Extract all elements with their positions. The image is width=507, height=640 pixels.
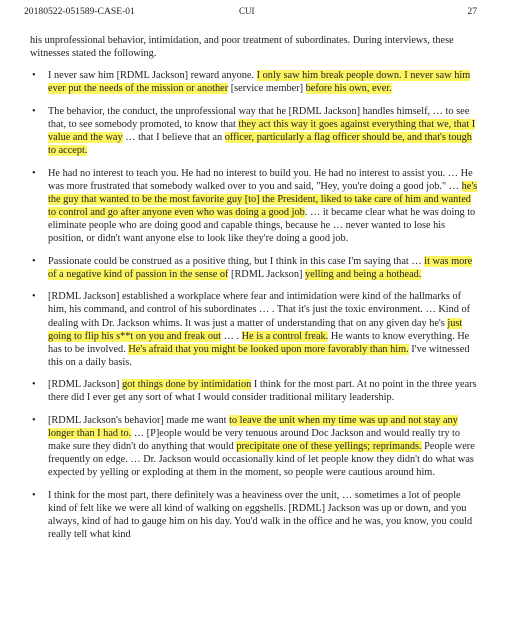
statement-text: … . [221, 330, 242, 342]
statement-text: [RDML Jackson] established a workplace where fear and intimidation were kind of the hallmarks of him, his command, and control of his subordinates … . That it's just the toxic environment. … Kind of dealing with Dr. Jackson whims. It was just a matter of understanding that on any given day he's [48, 291, 471, 329]
statement-text: [service member] [228, 83, 306, 95]
statement-text: I've witnessed this on a daily basis. [48, 343, 470, 368]
highlighted-text: He's afraid that you might be looked upon more favorably than him. [128, 343, 409, 355]
page-header [24, 6, 483, 20]
page-number: 27 [467, 6, 477, 17]
statement-text: Passionate could be construed as a positive thing, but I think in this case I'm saying that … [48, 255, 425, 267]
statement-text: He wants to know everything. He has to be involved. [48, 330, 470, 355]
highlighted-text: it was more of a negative kind of passion in the sense of [48, 255, 473, 280]
witness-statement [30, 167, 480, 246]
statement-text: . … it became clear what he was doing to eliminate people who are doing good and capable things, because he … never wanted to lose his position, or didn't want anyone else to look like they're doing a good job. [48, 206, 476, 245]
statement-text: [RDML Jackson] [228, 268, 305, 280]
witness-statement [30, 414, 480, 479]
bullet-icon: • [32, 490, 36, 502]
witness-statement [30, 69, 480, 95]
intro-paragraph: his unprofessional behavior, intimidation, and poor treatment of subordinates. During interviews, these witnesses stated the following. [30, 35, 454, 59]
witness-statement [30, 105, 480, 157]
highlighted-text: precipitate one of these yellings; reprimands. [236, 441, 422, 453]
highlighted-text: they act this way it goes against everything that we, that I value and the way [48, 118, 476, 143]
witness-statement [30, 489, 480, 541]
witness-statement-list [30, 69, 480, 551]
witness-statement [30, 255, 480, 281]
highlighted-text: officer, particularly a flag officer should be, and that's tough to accept. [48, 131, 472, 156]
statement-text: I think for the most part, there definitely was a heaviness over the unit, … sometimes a lot of people kind of felt like we were all kind of walking on eggshells. [RDML] Jackson was up or down, and you always, kind of had to gauge him on his day. You'd walk in the office and he was, you know, you could really tell what kind [48, 490, 473, 541]
highlighted-text: he's the guy that wanted to be the most favorite guy [to] the President, liked to take care of him and wanted to control and go after anyone even who was doing a good job [48, 180, 478, 218]
highlighted-text: to leave the unit when my time was up and not stay any longer than I had to. [48, 415, 458, 440]
bullet-icon: • [32, 255, 36, 267]
statement-text: People were frequently on edge. … Dr. Jackson would occasionally kind of let people know they didn't do what was expected by yelling or exploding at them in the moment, so people were cautious around him. [48, 441, 475, 479]
statement-text: I think for the most part. At no point in the three years there did I ever get any sort of what I would consider traditional military leadership. [48, 379, 477, 404]
statement-text: [RDML Jackson's behavior] made me want [48, 415, 230, 427]
document-id: 20180522-051589-CASE-01 [24, 6, 135, 17]
bullet-icon: • [32, 415, 36, 427]
classification-marking: CUI [239, 6, 255, 16]
witness-statement [30, 290, 480, 369]
statement-text: I never saw him [RDML Jackson] reward anyone. [48, 70, 257, 81]
bullet-icon: • [32, 291, 36, 303]
witness-statement [30, 378, 480, 404]
bullet-icon: • [32, 70, 36, 81]
highlighted-text: I only saw him break people down. I never saw him ever put the needs of the mission or another [48, 70, 471, 95]
bullet-icon: • [32, 379, 36, 391]
statement-text: … [P]eople would be very tenuous around Doc Jackson and would really try to make sure they didn't do anything that would [48, 428, 461, 453]
highlighted-text: before his own, ever. [305, 83, 392, 95]
bullet-icon: • [32, 167, 36, 179]
highlighted-text: got things done by intimidation [121, 379, 252, 391]
statement-text: The behavior, the conduct, the unprofessional way that he [RDML Jackson] handles himself, … to see that, to see somebody promoted, to know that [48, 105, 470, 130]
highlighted-text: yelling and being a hothead. [305, 268, 422, 280]
highlighted-text: just going to flip his s**t on you and freak out [48, 317, 463, 342]
statement-text: … that I believe that an [122, 131, 225, 143]
statement-text: He had no interest to teach you. He had no interest to build you. He had no interest to assist you. … He was more frustrated that somebody walked over to you and said, "Hey, you're doing a good job." … [48, 167, 473, 192]
highlighted-text: He is a control freak. [241, 330, 329, 342]
statement-text: [RDML Jackson] [48, 379, 122, 391]
bullet-icon: • [32, 105, 36, 117]
